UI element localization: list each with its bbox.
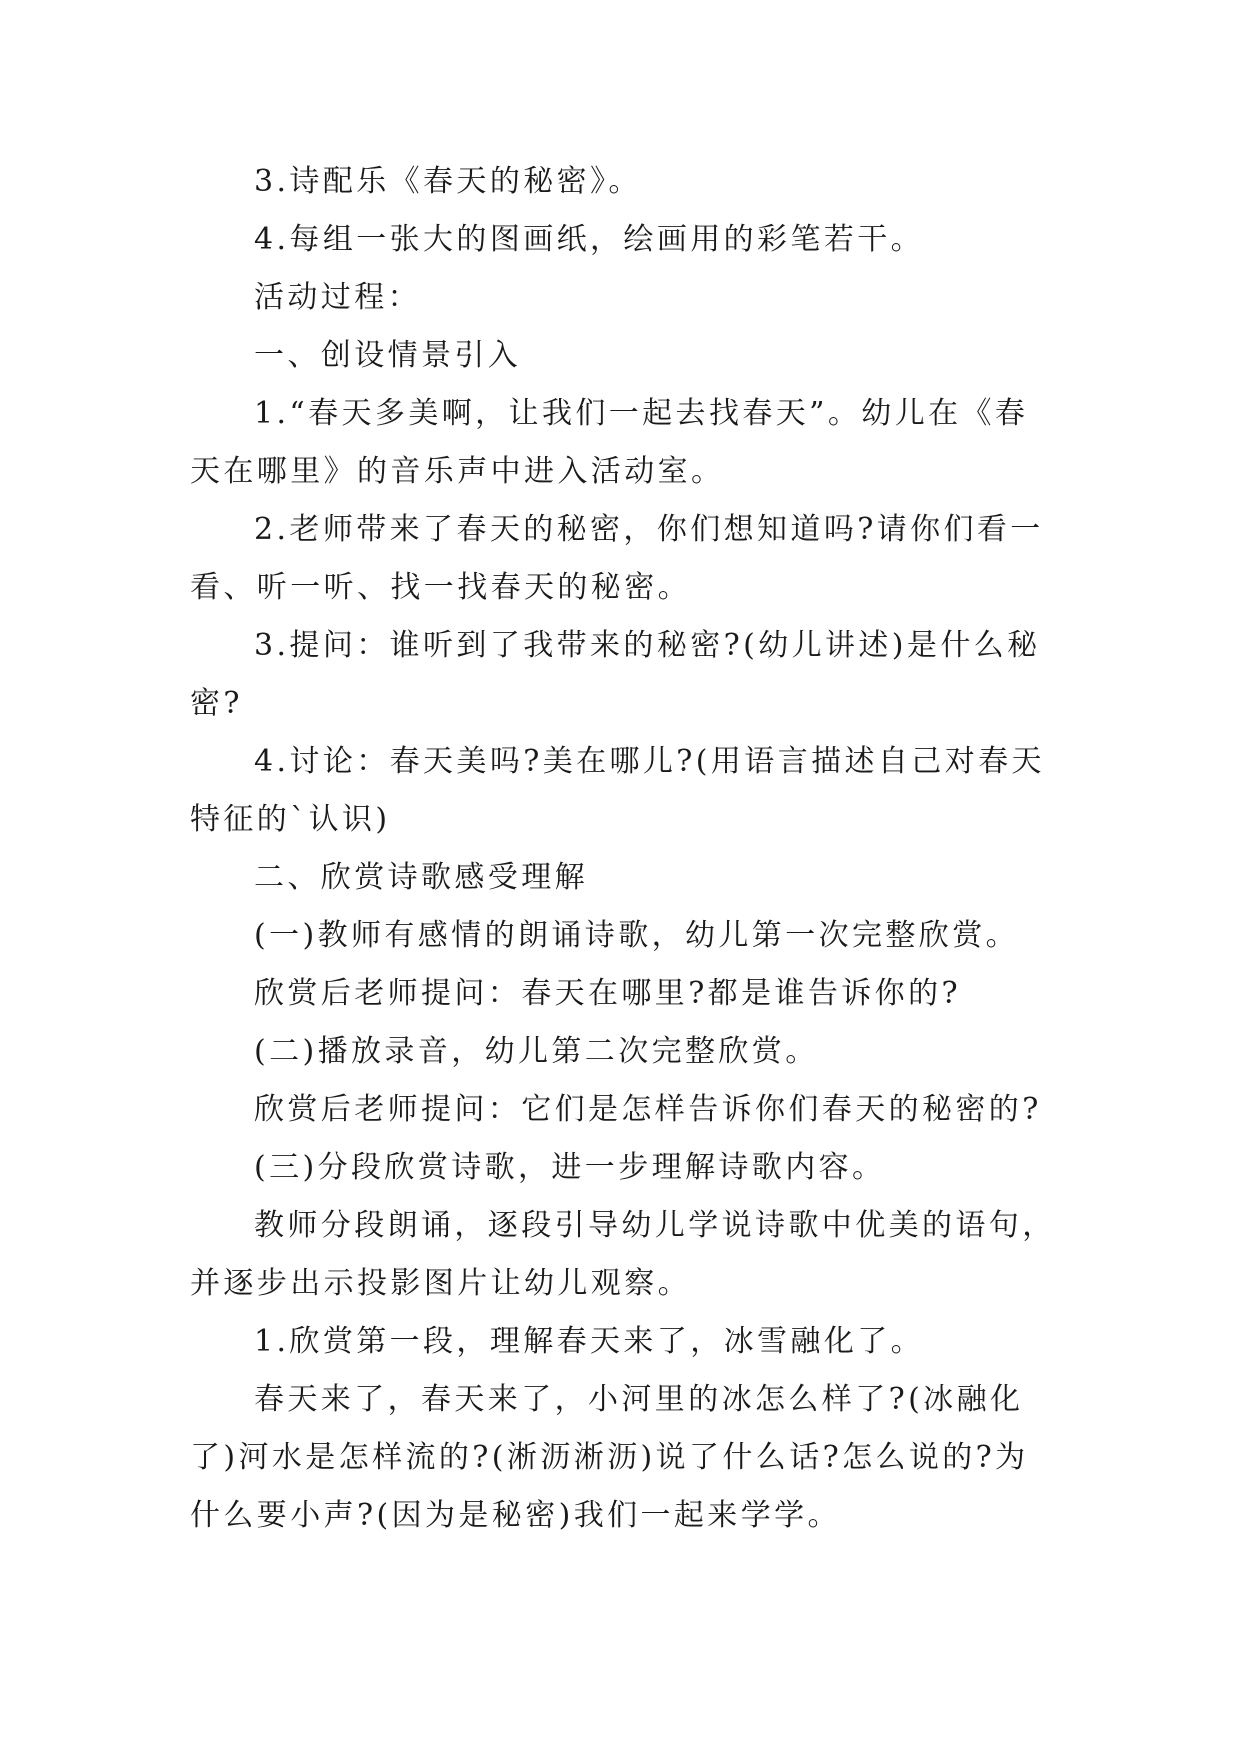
- section-heading-activity-process: 活动过程：: [254, 280, 421, 315]
- paragraph-teacher-recital: 教师分段朗诵，逐段引导幼儿学说诗歌中优美的语句，并逐步出示投影图片让幼儿观察。: [190, 1208, 1056, 1301]
- paragraph-step-3: 3.提问：谁听到了我带来的秘密?(幼儿讲述)是什么秘密?: [190, 628, 1041, 721]
- section-heading-part-2: 二、欣赏诗歌感受理解: [254, 860, 588, 895]
- paragraph-step-4: 4.讨论：春天美吗?美在哪儿?(用语言描述自己对春天特征的`认识): [190, 744, 1045, 837]
- document-body: [190, 153, 1060, 1545]
- paragraph-step-2: 2.老师带来了春天的秘密，你们想知道吗?请你们看一看、听一听、找一找春天的秘密。: [190, 512, 1044, 605]
- paragraph-materials-3: 3.诗配乐《春天的秘密》。: [254, 164, 642, 199]
- section-heading-part-1: 一、创设情景引入: [254, 338, 522, 373]
- paragraph-question-1: 欣赏后老师提问：春天在哪里?都是谁告诉你的?: [254, 976, 961, 1011]
- paragraph-materials-4: 4.每组一张大的图画纸，绘画用的彩笔若干。: [254, 222, 925, 257]
- paragraph-stanza-1: 1.欣赏第一段，理解春天来了，冰雪融化了。: [254, 1324, 925, 1359]
- paragraph-stanza-1-discussion: 春天来了，春天来了，小河里的冰怎么样了?(冰融化了)河水是怎样流的?(淅沥淅沥)说了什么话?怎么说的?为什么要小声?(因为是秘密)我们一起来学学。: [190, 1382, 1029, 1533]
- paragraph-appreciation-3: (三)分段欣赏诗歌，进一步理解诗歌内容。: [254, 1150, 886, 1185]
- paragraph-appreciation-2: (二)播放录音，幼儿第二次完整欣赏。: [254, 1034, 819, 1069]
- paragraph-appreciation-1: (一)教师有感情的朗诵诗歌，幼儿第一次完整欣赏。: [254, 918, 1020, 953]
- paragraph-question-2: 欣赏后老师提问：它们是怎样告诉你们春天的秘密的?: [254, 1092, 1042, 1127]
- paragraph-step-1: 1.“春天多美啊，让我们一起去找春天”。幼儿在《春天在哪里》的音乐声中进入活动室。: [190, 396, 1029, 489]
